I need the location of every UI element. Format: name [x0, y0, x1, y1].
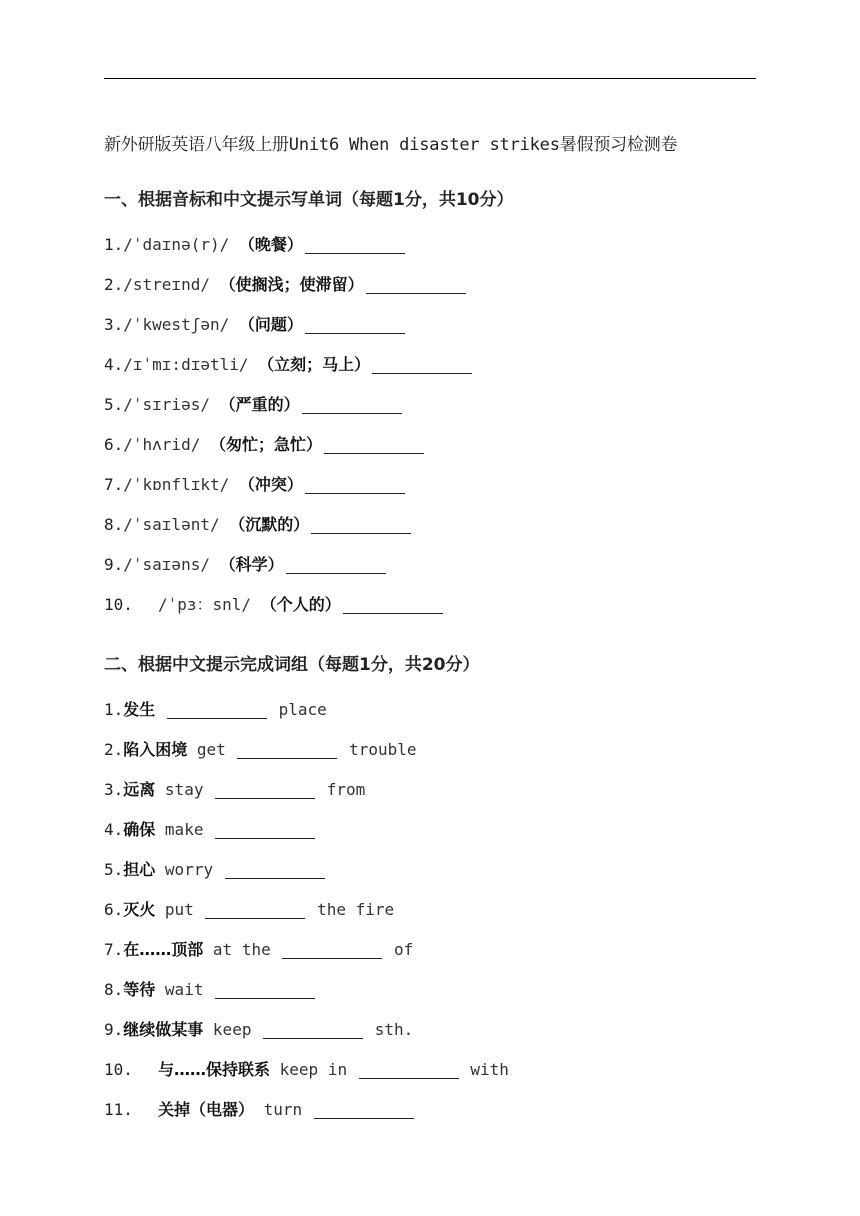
chinese-hint: （使搁浅；使滞留） — [219, 275, 364, 294]
header-rule — [104, 78, 756, 79]
phrase-before: put — [164, 900, 194, 919]
answer-blank[interactable] — [263, 1020, 363, 1039]
list-item — [104, 690, 764, 730]
phrase-before: wait — [164, 980, 204, 999]
list-item — [104, 810, 764, 850]
phrase-before: at the — [212, 940, 271, 959]
phrase-before: worry — [164, 860, 214, 879]
chinese-hint: （严重的） — [219, 395, 300, 414]
phrase-before: keep in — [279, 1060, 348, 1079]
phrase-before: turn — [263, 1100, 303, 1119]
answer-blank[interactable] — [205, 900, 305, 919]
answer-blank[interactable] — [311, 515, 411, 534]
phrase-after: of — [394, 940, 414, 959]
list-item — [104, 465, 764, 505]
answer-blank[interactable] — [225, 860, 325, 879]
chinese-hint: 关掉（电器） — [158, 1100, 255, 1119]
item-number: 9. — [104, 1020, 124, 1039]
phrase-before: make — [164, 820, 204, 839]
phrase-before: keep — [212, 1020, 252, 1039]
phonetic: /ˈsaɪəns/ — [123, 555, 210, 574]
item-number: 1. — [104, 700, 124, 719]
list-item — [104, 850, 764, 890]
list-item — [104, 265, 764, 305]
chinese-hint: （冲突） — [238, 475, 303, 494]
item-number: 2. — [104, 740, 124, 759]
item-number: 6. — [104, 435, 124, 454]
phrase-after: sth. — [374, 1020, 414, 1039]
phonetic: /ɪˈmɪ:dɪətli/ — [123, 355, 249, 374]
item-number: 2. — [104, 275, 124, 294]
chinese-hint: 发生 — [123, 700, 156, 719]
answer-blank[interactable] — [302, 395, 402, 414]
answer-blank[interactable] — [343, 595, 443, 614]
item-number: 10. — [104, 1060, 133, 1079]
item-number: 3. — [104, 315, 124, 334]
answer-blank[interactable] — [366, 275, 466, 294]
list-item — [104, 770, 764, 810]
list-item — [104, 585, 764, 625]
answer-blank[interactable] — [167, 700, 267, 719]
chinese-hint: 与……保持联系 — [158, 1060, 271, 1079]
item-number: 9. — [104, 555, 124, 574]
chinese-hint: （匆忙；急忙） — [209, 435, 322, 454]
answer-blank[interactable] — [314, 1100, 414, 1119]
item-number: 5. — [104, 395, 124, 414]
chinese-hint: （问题） — [238, 315, 303, 334]
item-number: 7. — [104, 940, 124, 959]
phrase-after: from — [326, 780, 366, 799]
chinese-hint: （科学） — [219, 555, 284, 574]
list-item — [104, 730, 764, 770]
answer-blank[interactable] — [359, 1060, 459, 1079]
answer-blank[interactable] — [372, 355, 472, 374]
phonetic: /streɪnd/ — [123, 275, 210, 294]
phrase-after: place — [278, 700, 327, 719]
phrase-after: trouble — [349, 740, 417, 759]
item-number: 10. — [104, 595, 133, 614]
answer-blank[interactable] — [215, 980, 315, 999]
list-item — [104, 1090, 764, 1130]
answer-blank[interactable] — [324, 435, 424, 454]
list-item — [104, 1010, 764, 1050]
item-number: 11. — [104, 1100, 133, 1119]
list-item — [104, 425, 764, 465]
phrase-after: with — [470, 1060, 509, 1079]
chinese-hint: （沉默的） — [229, 515, 310, 534]
phonetic: /ˈkɒnflɪkt/ — [123, 475, 230, 494]
chinese-hint: 灭火 — [123, 900, 156, 919]
answer-blank[interactable] — [305, 235, 405, 254]
list-item — [104, 930, 764, 970]
chinese-hint: （个人的） — [260, 595, 341, 614]
section-1-list — [104, 225, 764, 625]
chinese-hint: 陷入困境 — [123, 740, 188, 759]
chinese-hint: （立刻；马上） — [258, 355, 371, 374]
phrase-before: stay — [164, 780, 204, 799]
answer-blank[interactable] — [215, 780, 315, 799]
chinese-hint: （晚餐） — [238, 235, 303, 254]
phrase-after: the fire — [317, 900, 395, 919]
list-item — [104, 970, 764, 1010]
answer-blank[interactable] — [215, 820, 315, 839]
section-1-heading: 一、根据音标和中文提示写单词（每题1分，共10分） — [104, 190, 514, 210]
answer-blank[interactable] — [305, 315, 405, 334]
phonetic: /ˈhʌrid/ — [123, 435, 201, 454]
item-number: 8. — [104, 980, 124, 999]
answer-blank[interactable] — [282, 940, 382, 959]
list-item — [104, 545, 764, 585]
chinese-hint: 继续做某事 — [123, 1020, 204, 1039]
item-number: 6. — [104, 900, 124, 919]
phonetic: /ˈpɜ：snl/ — [158, 595, 252, 614]
list-item — [104, 345, 764, 385]
chinese-hint: 确保 — [123, 820, 156, 839]
item-number: 4. — [104, 820, 124, 839]
item-number: 8. — [104, 515, 124, 534]
section-2-list — [104, 690, 764, 1130]
document-body — [104, 130, 764, 1130]
item-number: 1. — [104, 235, 124, 254]
item-number: 4. — [104, 355, 124, 374]
answer-blank[interactable] — [286, 555, 386, 574]
list-item — [104, 1050, 764, 1090]
chinese-hint: 等待 — [123, 980, 156, 999]
chinese-hint: 担心 — [123, 860, 156, 879]
section-2-heading: 二、根据中文提示完成词组（每题1分，共20分） — [104, 655, 480, 675]
chinese-hint: 远离 — [123, 780, 156, 799]
list-item — [104, 385, 764, 425]
phonetic: /ˈkwestʃən/ — [123, 315, 230, 334]
item-number: 7. — [104, 475, 124, 494]
phrase-before: get — [196, 740, 226, 759]
list-item — [104, 505, 764, 545]
answer-blank[interactable] — [305, 475, 405, 494]
list-item — [104, 305, 764, 345]
phonetic: /ˈdaɪnə(r)/ — [123, 235, 230, 254]
answer-blank[interactable] — [237, 740, 337, 759]
item-number: 5. — [104, 860, 124, 879]
list-item — [104, 225, 764, 265]
phonetic: /ˈsɪriəs/ — [123, 395, 210, 414]
item-number: 3. — [104, 780, 124, 799]
chinese-hint: 在……顶部 — [123, 940, 204, 959]
phonetic: /ˈsaɪlənt/ — [123, 515, 220, 534]
list-item — [104, 890, 764, 930]
document-title: 新外研版英语八年级上册Unit6 When disaster strikes暑假预习检测卷 — [104, 135, 678, 155]
